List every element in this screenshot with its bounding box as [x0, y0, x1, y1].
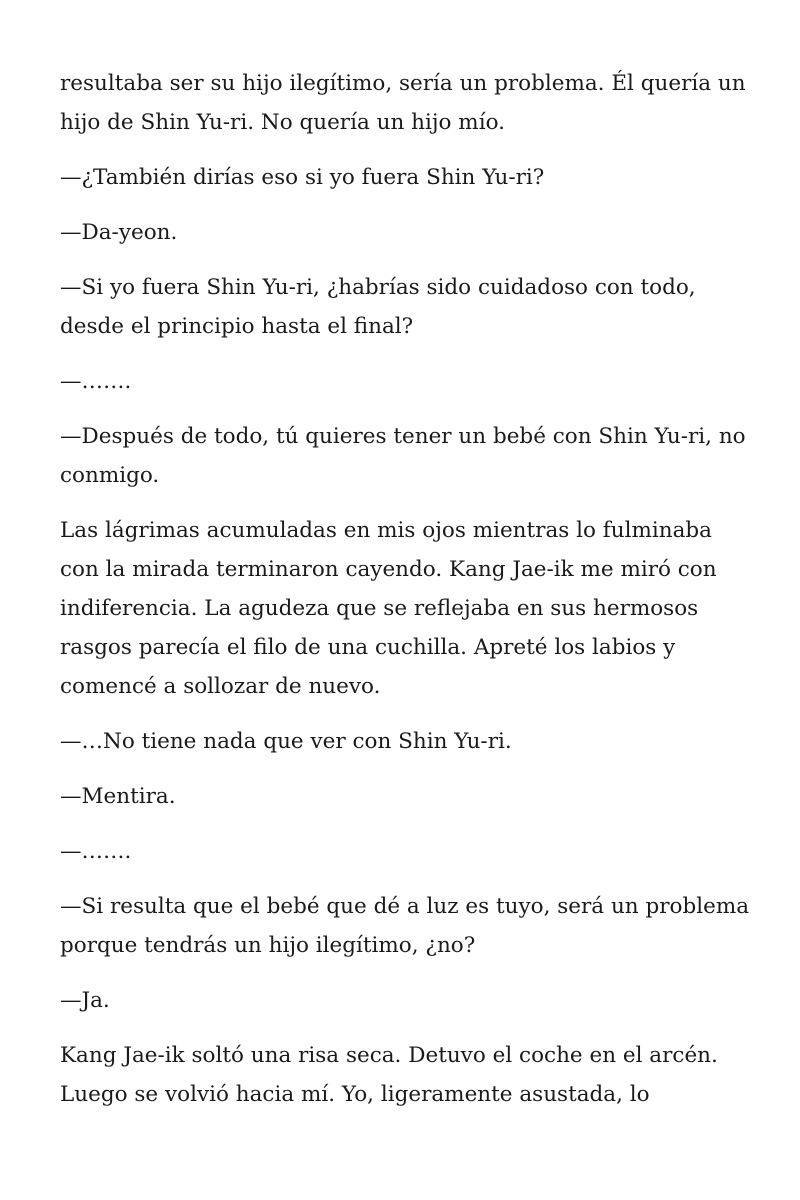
paragraph-1: resultaba ser su hijo ilegítimo, sería un problema. Él quería un hijo de Shin Yu-ri. No quería un hijo mío. [60, 71, 746, 135]
paragraph-8: —…No tiene nada que ver con Shin Yu-ri. [60, 729, 512, 754]
paragraph-4: —Si yo fuera Shin Yu-ri, ¿habrías sido cuidadoso con todo, desde el principio hasta el final? [60, 275, 696, 339]
paragraph-6: —Después de todo, tú quieres tener un bebé con Shin Yu-ri, no conmigo. [60, 424, 746, 488]
paragraph-10: —……. [60, 839, 132, 864]
paragraph-9: —Mentira. [60, 784, 176, 809]
paragraph-13: Kang Jae-ik soltó una risa seca. Detuvo el coche en el arcén. Luego se volvió hacia mí. Yo, ligeramente asustada, lo [60, 1043, 718, 1107]
paragraph-5: —……. [60, 369, 132, 394]
paragraph-11: —Si resulta que el bebé que dé a luz es tuyo, será un problema porque tendrás un hijo ilegítimo, ¿no? [60, 894, 750, 958]
paragraph-3: —Da-yeon. [60, 220, 178, 245]
paragraph-2: —¿También dirías eso si yo fuera Shin Yu-ri? [60, 165, 545, 190]
paragraph-12: —Ja. [60, 988, 110, 1013]
paragraph-7: Las lágrimas acumuladas en mis ojos mientras lo fulminaba con la mirada terminaron cayendo. Kang Jae-ik me miró con indiferencia. La agudeza que se reflejaba en sus hermosos rasgos parecía el filo de una cuchilla. Apreté los labios y comencé a sollozar de nuevo. [60, 518, 717, 699]
document-page [60, 64, 750, 1130]
